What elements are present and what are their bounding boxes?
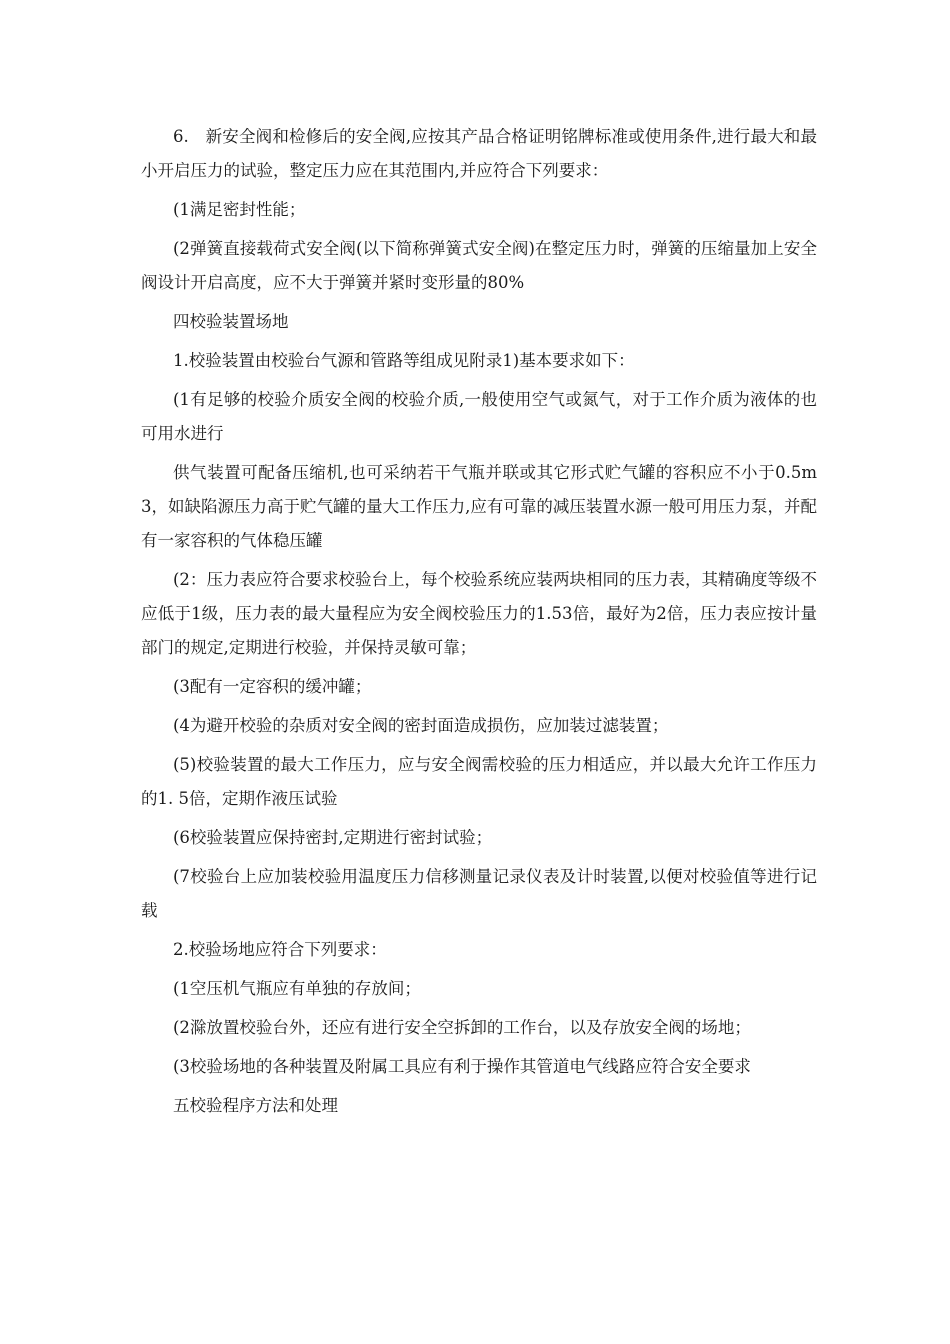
paragraph-6-new-valve-test: 6. 新安全阀和检修后的安全阀,应按其产品合格证明铭牌标准或使用条件,进行最大和最小开启压力的试验，整定压力应在其范围内,并应符合下列要求：	[141, 127, 817, 180]
paragraph-site-requirements: 2.校验场地应符合下列要求：	[173, 940, 387, 959]
section-heading-4: 四校验装置场地	[173, 312, 289, 331]
paragraph-recording: (7校验台上应加装校验用温度压力信移测量记录仪表及计时装置,以便对校验值等进行记载	[141, 867, 817, 920]
paragraph-workbench: (2滁放置校验台外，还应有进行安全空拆卸的工作台，以及存放安全阀的场地；	[173, 1018, 751, 1037]
paragraph-pressure-gauge: (2：压力表应符合要求校验台上，每个校验系统应装两块相同的压力表，其精确度等级不应低于1级，压力表的最大量程应为安全阀校验压力的1.53倍，最好为2倍，压力表应按计量部门的规定,定期进行校验，并保持灵敏可靠；	[141, 570, 817, 657]
paragraph-site-safety: (3校验场地的各种装置及附属工具应有利于操作其管道电气线路应符合安全要求	[173, 1057, 751, 1076]
section-heading-5: 五校验程序方法和处理	[173, 1096, 338, 1115]
paragraph-max-pressure: (5)校验装置的最大工作压力，应与安全阀需校验的压力相适应，并以最大允许工作压力的1. 5倍，定期作液压试验	[141, 755, 817, 808]
paragraph-spring-valve: (2弹簧直接载荷式安全阀(以下简称弹簧式安全阀)在整定压力时，弹簧的压缩量加上安全阀设计开启高度，应不大于弹簧并紧时变形量的80%	[141, 239, 817, 292]
paragraph-storage-room: (1空压机气瓶应有单独的存放间；	[173, 979, 421, 998]
paragraph-gas-supply: 供气装置可配备压缩机,也可采纳若干气瓶并联或其它形式贮气罐的容积应不小于0.5m3，如缺陷源压力高于贮气罐的量大工作压力,应有可靠的减压装置水源一般可用压力泵，并配有一家容积的气体稳压罐	[141, 463, 817, 550]
paragraph-sealing: (6校验装置应保持密封,定期进行密封试验；	[173, 828, 493, 847]
paragraph-test-device: 1.校验装置由校验台气源和管路等组成见附录1)基本要求如下：	[173, 351, 635, 370]
paragraph-test-medium: (1有足够的校验介质安全阀的校验介质,一般使用空气或氮气，对于工作介质为液体的也可用水进行	[141, 390, 817, 443]
paragraph-seal-performance: (1满足密封性能；	[173, 200, 306, 219]
paragraph-buffer-tank: (3配有一定容积的缓冲罐；	[173, 677, 372, 696]
paragraph-filter: (4为避开校验的杂质对安全阀的密封面造成损伤，应加装过滤装置；	[173, 716, 669, 735]
document-body	[141, 120, 817, 1128]
